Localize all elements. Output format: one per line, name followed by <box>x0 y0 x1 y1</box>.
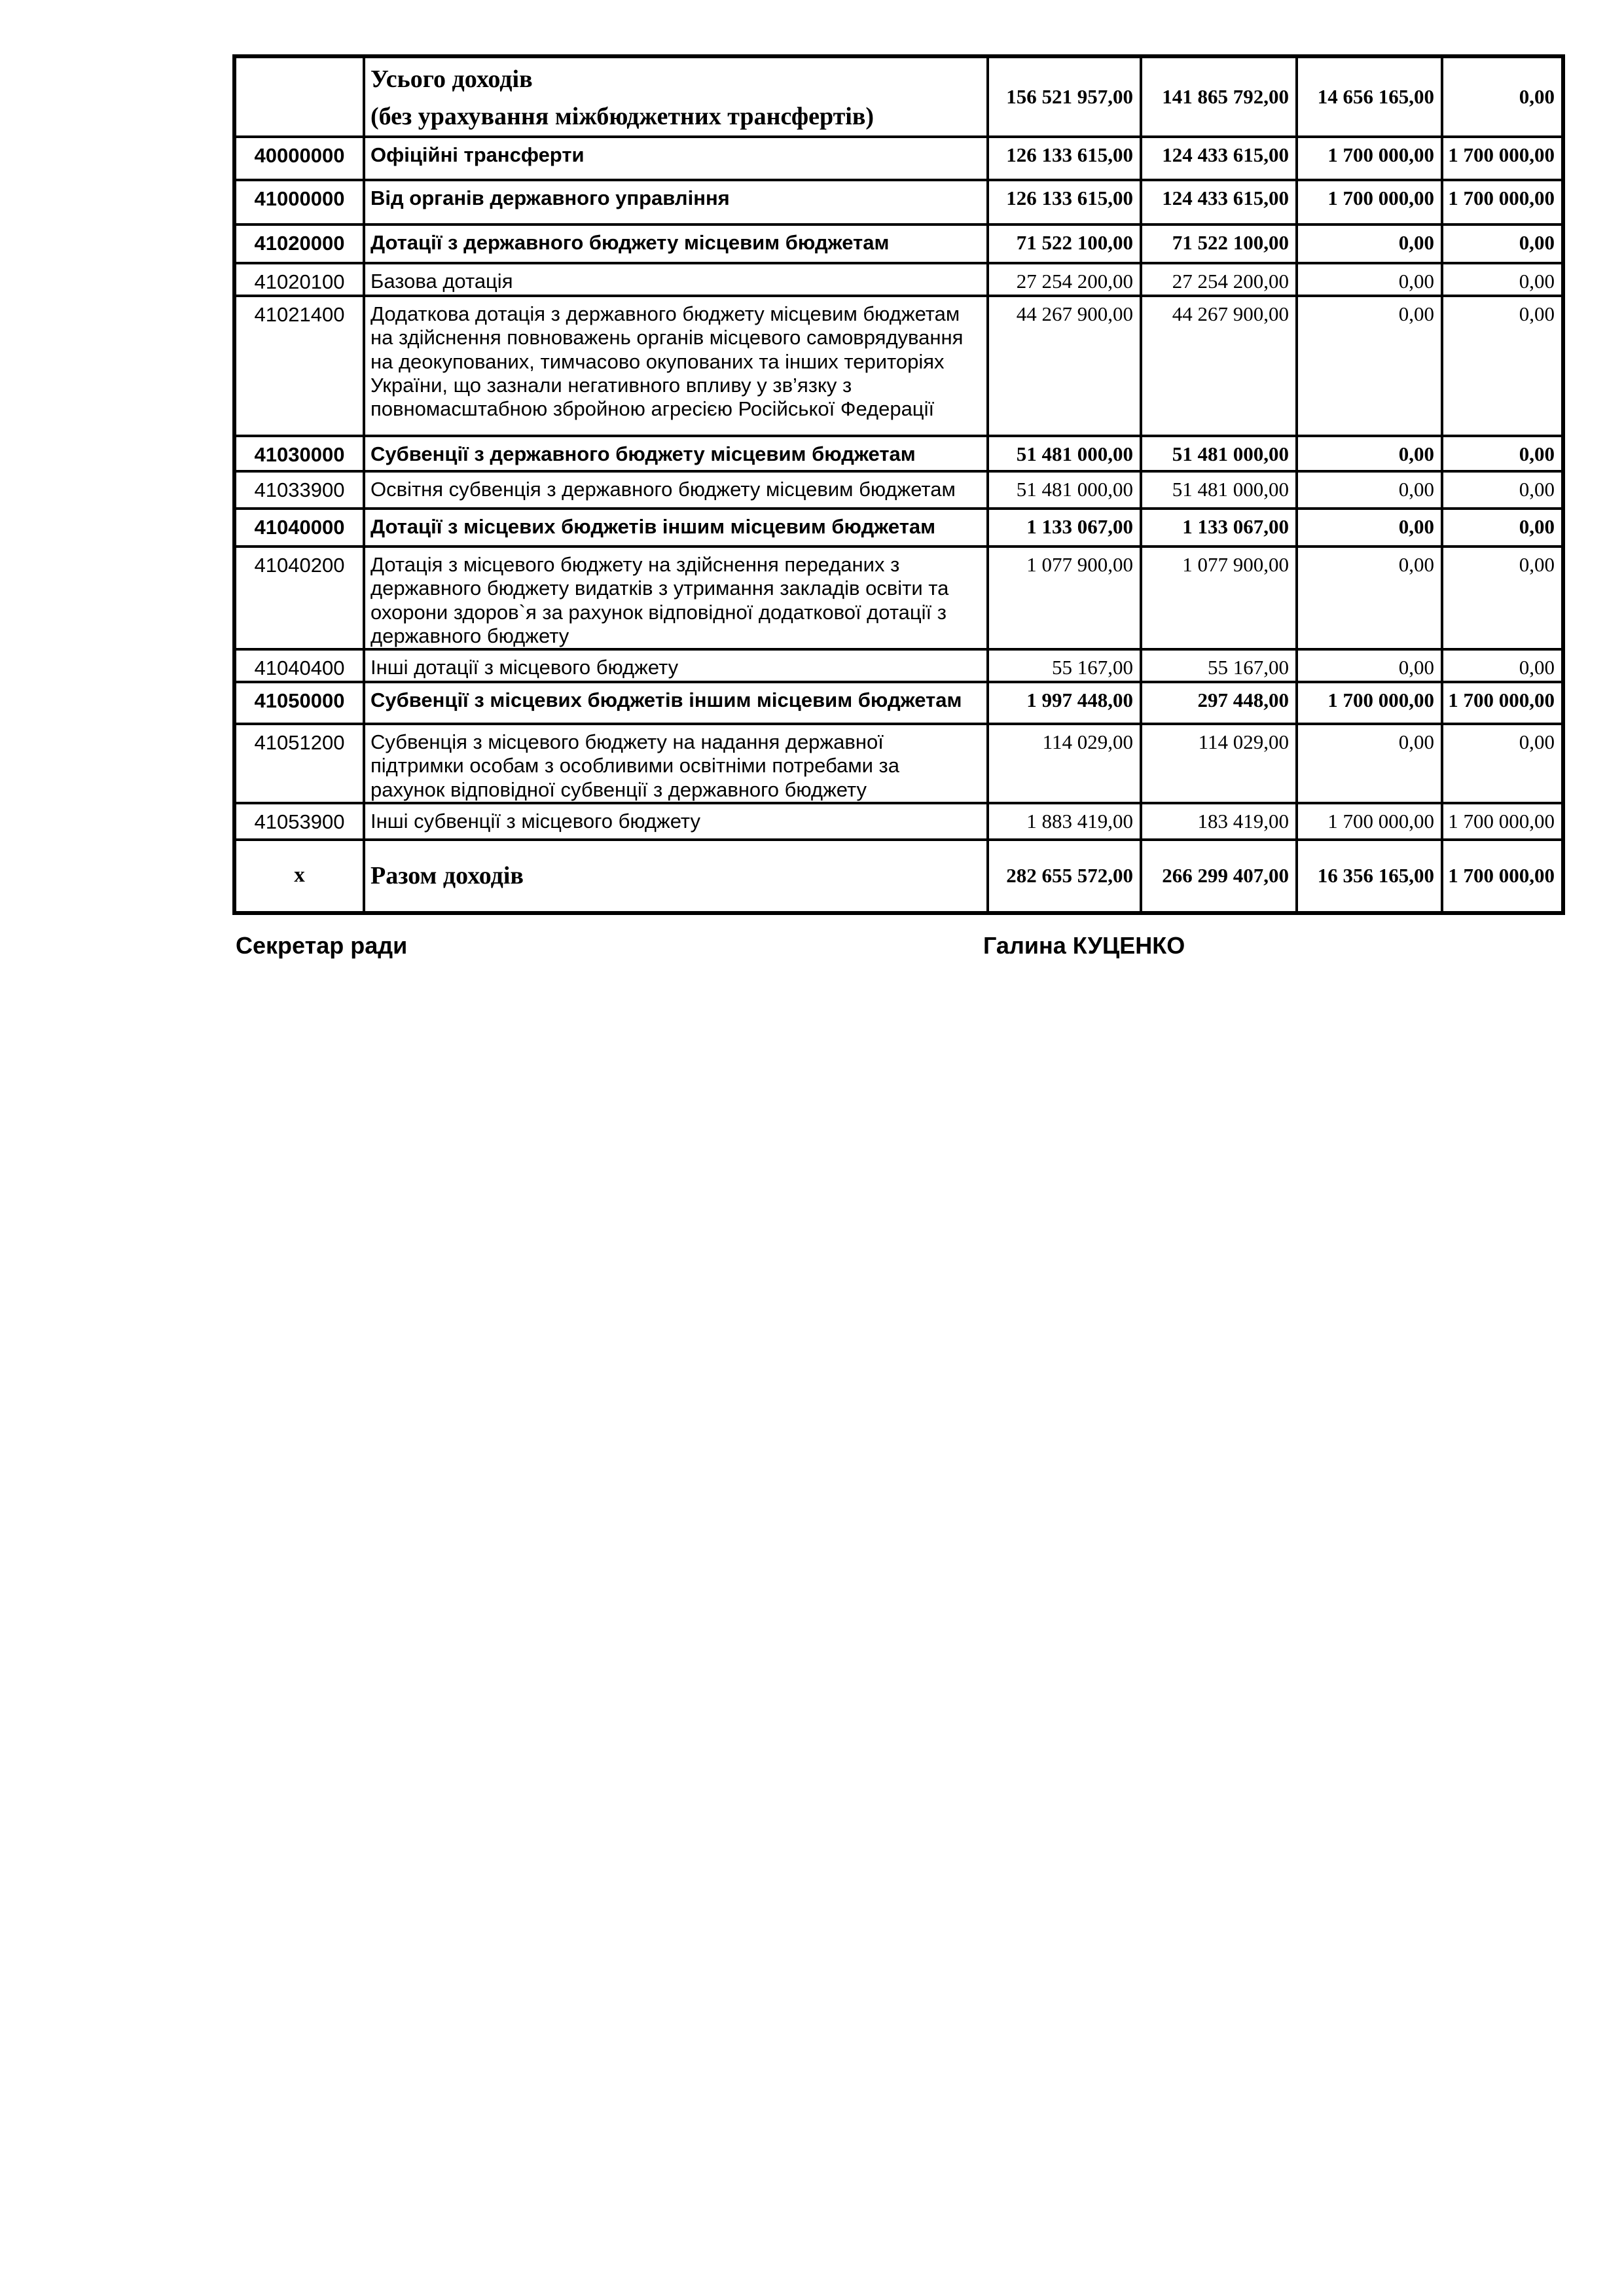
value-cell: 16 356 165,00 <box>1297 840 1442 913</box>
value-cell: 14 656 165,00 <box>1297 56 1442 137</box>
value-cell: 1 700 000,00 <box>1297 180 1442 224</box>
value-cell: 0,00 <box>1297 224 1442 263</box>
name-cell: Інші субвенції з місцевого бюджету <box>364 803 988 840</box>
value-cell: 124 433 615,00 <box>1141 137 1297 180</box>
code-cell <box>234 56 364 137</box>
name-cell: Додаткова дотація з державного бюджету місцевим бюджетам на здійснення повноважень органів місцевого самоврядування на деокупованих, тимчасово окупованих та інших територіях України, що зазнали негативного впливу у зв’язку з повномасштабною збройною агресією Російської Федерації <box>364 296 988 436</box>
table-row <box>234 509 1563 547</box>
code-cell: 41033900 <box>234 471 364 509</box>
value-cell: 51 481 000,00 <box>988 471 1141 509</box>
name-cell: Усього доходів (без урахування міжбюджетних трансфертів) <box>364 56 988 137</box>
code-cell: 41020100 <box>234 263 364 296</box>
value-cell: 0,00 <box>1442 224 1563 263</box>
value-cell: 114 029,00 <box>1141 724 1297 803</box>
table-row <box>234 682 1563 724</box>
table-row <box>234 296 1563 436</box>
value-cell: 0,00 <box>1297 547 1442 649</box>
value-cell: 114 029,00 <box>988 724 1141 803</box>
table-row <box>234 547 1563 649</box>
value-cell: 0,00 <box>1442 263 1563 296</box>
code-cell: 41053900 <box>234 803 364 840</box>
value-cell: 0,00 <box>1442 509 1563 547</box>
code-cell: х <box>234 840 364 913</box>
value-cell: 1 700 000,00 <box>1297 803 1442 840</box>
name-cell: Офіційні трансферти <box>364 137 988 180</box>
name-cell: Разом доходів <box>364 840 988 913</box>
value-cell: 297 448,00 <box>1141 682 1297 724</box>
value-cell: 71 522 100,00 <box>988 224 1141 263</box>
value-cell: 1 700 000,00 <box>1442 682 1563 724</box>
value-cell: 0,00 <box>1297 296 1442 436</box>
value-cell: 51 481 000,00 <box>1141 471 1297 509</box>
table-row <box>234 56 1563 137</box>
budget-table <box>232 54 1565 915</box>
value-cell: 1 700 000,00 <box>1442 137 1563 180</box>
value-cell: 1 700 000,00 <box>1442 840 1563 913</box>
value-cell: 51 481 000,00 <box>1141 436 1297 471</box>
table-row <box>234 263 1563 296</box>
value-cell: 55 167,00 <box>1141 649 1297 682</box>
name-cell: Базова дотація <box>364 263 988 296</box>
signature-name: Галина КУЦЕНКО <box>983 932 1185 959</box>
name-cell: Субвенції з місцевих бюджетів іншим місцевим бюджетам <box>364 682 988 724</box>
value-cell: 0,00 <box>1297 509 1442 547</box>
value-cell: 0,00 <box>1442 471 1563 509</box>
name-cell: Дотації з державного бюджету місцевим бюджетам <box>364 224 988 263</box>
value-cell: 0,00 <box>1297 649 1442 682</box>
value-cell: 0,00 <box>1297 263 1442 296</box>
budget-table-body <box>234 56 1563 913</box>
signature-title: Секретар ради <box>236 932 408 959</box>
value-cell: 0,00 <box>1297 436 1442 471</box>
table-row <box>234 137 1563 180</box>
table-row <box>234 224 1563 263</box>
table-row <box>234 471 1563 509</box>
name-cell: Від органів державного управління <box>364 180 988 224</box>
table-row <box>234 436 1563 471</box>
code-cell: 40000000 <box>234 137 364 180</box>
value-cell: 44 267 900,00 <box>988 296 1141 436</box>
table-row <box>234 180 1563 224</box>
value-cell: 0,00 <box>1297 471 1442 509</box>
table-row <box>234 840 1563 913</box>
table-row <box>234 724 1563 803</box>
value-cell: 1 700 000,00 <box>1442 803 1563 840</box>
value-cell: 44 267 900,00 <box>1141 296 1297 436</box>
name-cell: Дотація з місцевого бюджету на здійснення переданих з державного бюджету видатків з утримання закладів освіти та охорони здоров`я за рахунок відповідної додаткової дотації з державного бюджету <box>364 547 988 649</box>
code-cell: 41050000 <box>234 682 364 724</box>
value-cell: 124 433 615,00 <box>1141 180 1297 224</box>
name-cell: Дотації з місцевих бюджетів іншим місцевим бюджетам <box>364 509 988 547</box>
name-cell: Субвенції з державного бюджету місцевим бюджетам <box>364 436 988 471</box>
value-cell: 27 254 200,00 <box>988 263 1141 296</box>
code-cell: 41040200 <box>234 547 364 649</box>
name-cell: Освітня субвенція з державного бюджету місцевим бюджетам <box>364 471 988 509</box>
code-cell: 41021400 <box>234 296 364 436</box>
value-cell: 1 700 000,00 <box>1297 682 1442 724</box>
value-cell: 126 133 615,00 <box>988 137 1141 180</box>
value-cell: 156 521 957,00 <box>988 56 1141 137</box>
value-cell: 1 700 000,00 <box>1297 137 1442 180</box>
code-cell: 41040000 <box>234 509 364 547</box>
value-cell: 0,00 <box>1442 296 1563 436</box>
table-row <box>234 803 1563 840</box>
value-cell: 126 133 615,00 <box>988 180 1141 224</box>
value-cell: 51 481 000,00 <box>988 436 1141 471</box>
value-cell: 1 077 900,00 <box>988 547 1141 649</box>
code-cell: 41051200 <box>234 724 364 803</box>
value-cell: 1 133 067,00 <box>1141 509 1297 547</box>
value-cell: 71 522 100,00 <box>1141 224 1297 263</box>
code-cell: 41000000 <box>234 180 364 224</box>
value-cell: 141 865 792,00 <box>1141 56 1297 137</box>
value-cell: 183 419,00 <box>1141 803 1297 840</box>
value-cell: 266 299 407,00 <box>1141 840 1297 913</box>
table-row <box>234 649 1563 682</box>
code-cell: 41020000 <box>234 224 364 263</box>
value-cell: 0,00 <box>1442 436 1563 471</box>
code-cell: 41040400 <box>234 649 364 682</box>
value-cell: 0,00 <box>1297 724 1442 803</box>
value-cell: 1 133 067,00 <box>988 509 1141 547</box>
value-cell: 55 167,00 <box>988 649 1141 682</box>
value-cell: 1 077 900,00 <box>1141 547 1297 649</box>
name-cell: Субвенція з місцевого бюджету на надання державної підтримки особам з особливими освітніми потребами за рахунок відповідної субвенції з державного бюджету <box>364 724 988 803</box>
value-cell: 1 700 000,00 <box>1442 180 1563 224</box>
value-cell: 1 997 448,00 <box>988 682 1141 724</box>
name-cell: Інші дотації з місцевого бюджету <box>364 649 988 682</box>
value-cell: 0,00 <box>1442 547 1563 649</box>
value-cell: 0,00 <box>1442 724 1563 803</box>
value-cell: 1 883 419,00 <box>988 803 1141 840</box>
code-cell: 41030000 <box>234 436 364 471</box>
value-cell: 0,00 <box>1442 56 1563 137</box>
value-cell: 282 655 572,00 <box>988 840 1141 913</box>
value-cell: 0,00 <box>1442 649 1563 682</box>
value-cell: 27 254 200,00 <box>1141 263 1297 296</box>
